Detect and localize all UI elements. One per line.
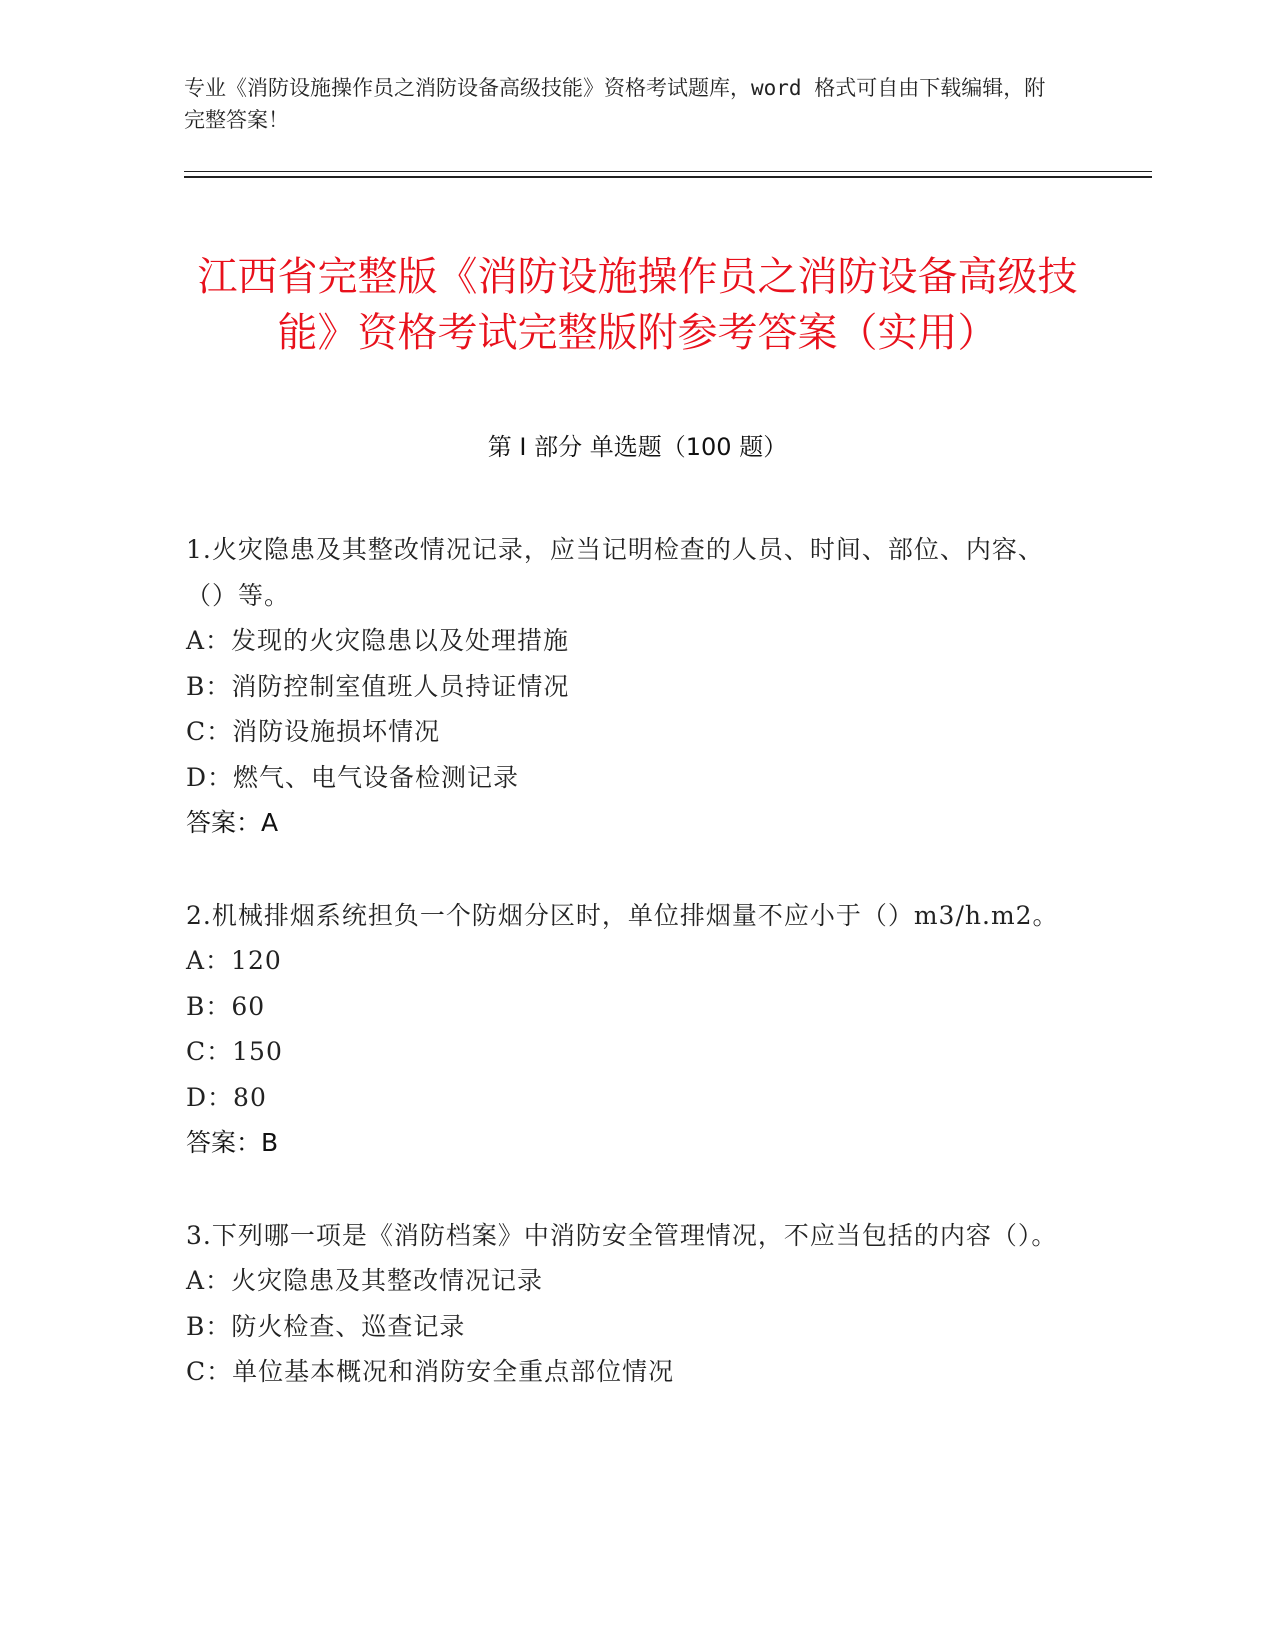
option-a: A：120 [186,946,282,975]
header-note: 专业《消防设施操作员之消防设备高级技能》资格考试题库，word 格式可自由下载编辑，附完整答案！ [184,76,1046,132]
section-heading: 第 I 部分 单选题（100 题） [487,433,788,461]
option-b: B：防火检查、巡查记录 [186,1311,466,1341]
option-a: A：发现的火灾隐患以及处理措施 [186,626,570,655]
option-d: D：80 [186,1082,267,1112]
question-stem: 2.机械排烟系统担负一个防烟分区时，单位排烟量不应小于（）m3/h.m2。 [186,900,1059,930]
document-title: 江西省完整版《消防设施操作员之消防设备高级技能》资格考试完整版附参考答案（实用） [197,253,1078,356]
option-b: B：60 [186,991,266,1021]
option-c: C：150 [186,1037,283,1066]
option-d: D：燃气、电气设备检测记录 [186,762,520,792]
option-c: C：消防设施损坏情况 [186,717,441,746]
question-stem: 3.下列哪一项是《消防档案》中消防安全管理情况，不应当包括的内容（）。 [186,1220,1058,1250]
question-stem: 1.火灾隐患及其整改情况记录，应当记明检查的人员、时间、部位、内容、（）等。 [186,535,1044,610]
option-b: B：消防控制室值班人员持证情况 [186,671,570,701]
option-a: A：火灾隐患及其整改情况记录 [186,1266,544,1295]
header-divider-thick [184,176,1152,178]
question-2 [186,893,1066,1166]
question-1 [186,527,1066,846]
header-divider-thin [184,171,1152,172]
question-3 [186,1213,1066,1395]
answer-line: 答案：A [186,808,279,837]
answer-line: 答案：B [186,1128,279,1157]
question-list [186,527,1066,1442]
option-c: C：单位基本概况和消防安全重点部位情况 [186,1357,675,1386]
